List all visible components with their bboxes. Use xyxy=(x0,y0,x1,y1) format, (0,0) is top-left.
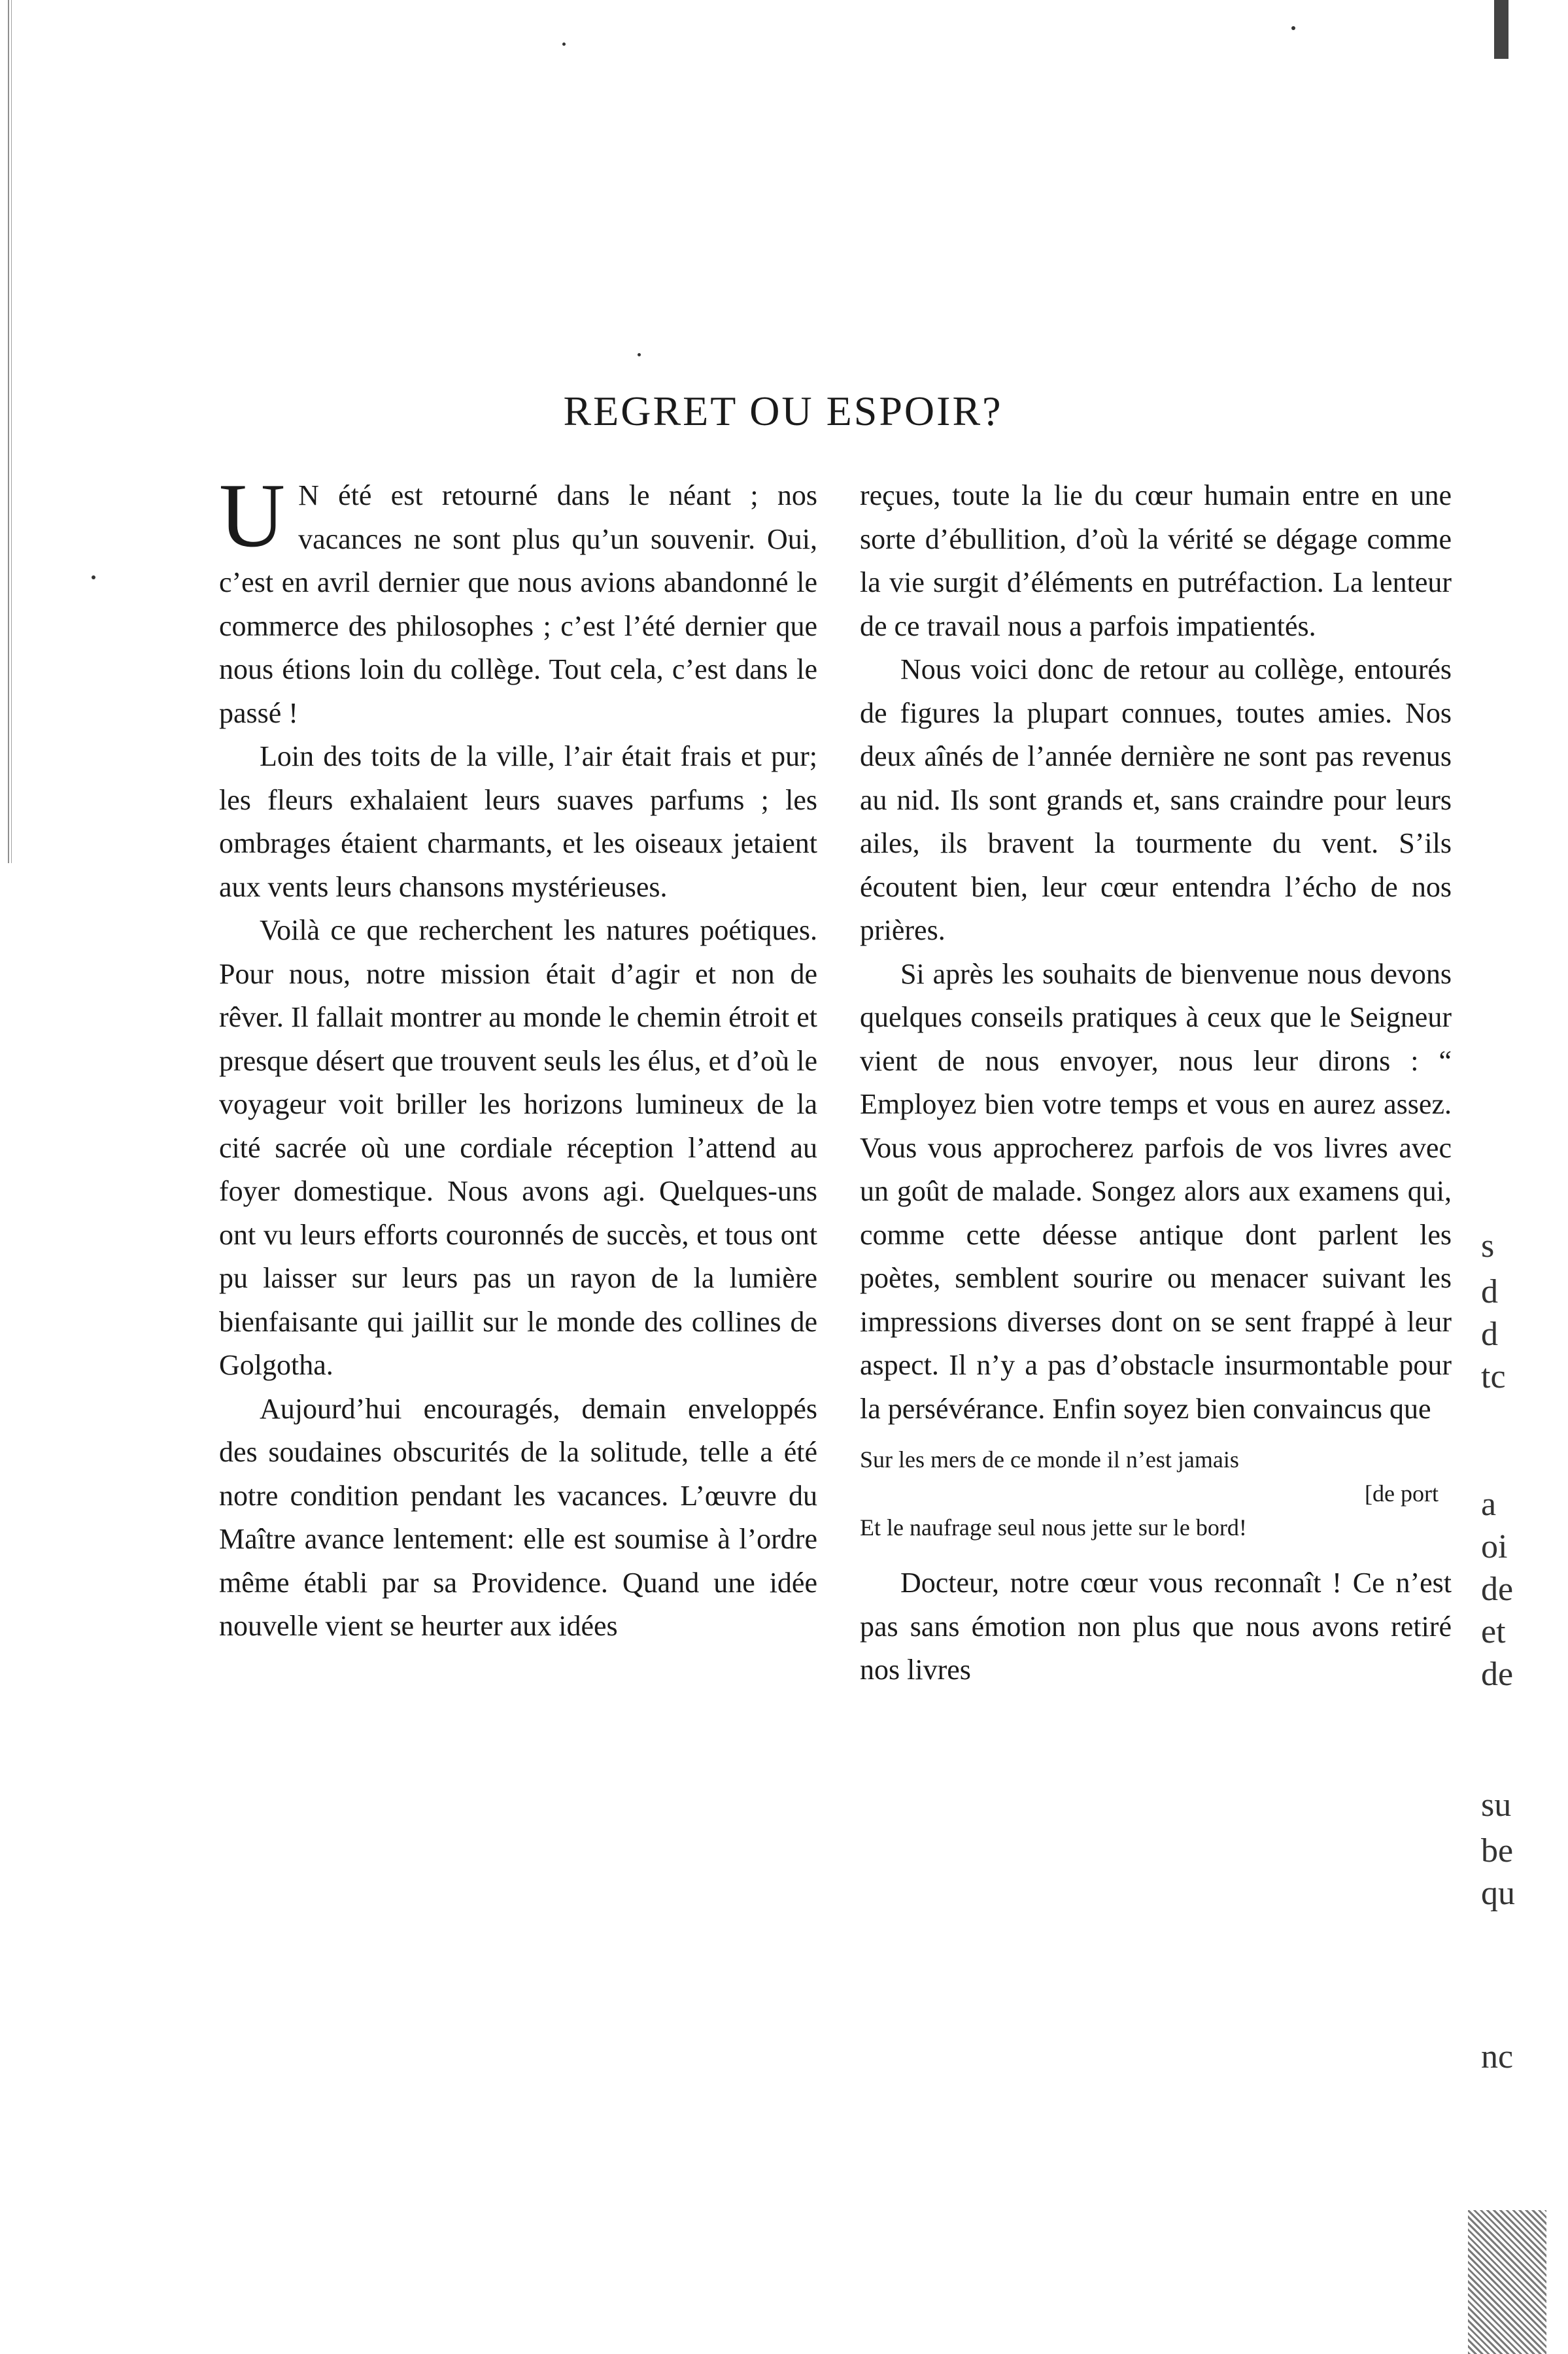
bottom-noise xyxy=(1468,2210,1546,2354)
adjacent-page-bleed xyxy=(1468,0,1568,2354)
paragraph-text: N été est retourné dans le néant ; nos vacances ne sont plus qu’un souvenir. Oui, c’est en avril dernier que nous avions abandonné le commerce des philosophes ; c’est l’été dernier que nous étions loin du collège. Tout cela, c’est dans le passé ! xyxy=(219,479,817,729)
verse-line-continuation: [de port xyxy=(1365,1480,1439,1507)
paragraph: Loin des toits de la ville, l’air était frais et pur; les fleurs exhalaient leurs suaves parfums ; les ombrages étaient charmants, et les oiseaux jetaient aux vents leurs chansons mystérieuses. xyxy=(219,740,817,903)
corner-mark xyxy=(1494,0,1508,59)
bleed-fragment: tc xyxy=(1481,1358,1506,1395)
paragraph: reçues, toute la lie du cœur humain entre en une sorte d’ébullition, d’où la vérité se dégage comme la vie surgit d’éléments en putréfaction. La lenteur de ce travail nous a parfois impatientés. xyxy=(860,479,1452,642)
verse-line: Et le naufrage seul nous jette sur le bord! xyxy=(860,1514,1247,1541)
paragraph: Voilà ce que recherchent les natures poétiques. Pour nous, notre mission était d’agir et non de rêver. Il fallait montrer au monde le chemin étroit et presque désert que trouvent seuls les élus, et d’où le voyageur voit briller les horizons lumineux de la cité sacrée où une cordiale réception l’attend au foyer domestique. Nous avons agi. Quelques-uns ont vu leurs efforts couronnés de succès, et tous ont pu laisser sur leurs pas un rayon de la lumière bienfaisante qui jaillit sur le monde des collines de Golgotha. xyxy=(219,914,817,1381)
bleed-fragment: nc xyxy=(1481,2038,1514,2075)
left-column xyxy=(219,465,817,1648)
right-column xyxy=(860,474,1452,1692)
speck xyxy=(638,353,641,356)
verse-quote xyxy=(860,1442,1452,1544)
bleed-fragment: d xyxy=(1481,1273,1498,1310)
paragraph: Aujourd’hui encouragés, demain enveloppés des soudaines obscurités de la solitude, telle a été notre condition pendant les vacances. L’œuvre du Maître avance lentement: elle est soumise à l’ordre même établi par sa Providence. Quand une idée nouvelle vient se heurter aux idées xyxy=(219,1392,817,1642)
bleed-fragment: d xyxy=(1481,1316,1498,1353)
paragraph xyxy=(219,465,817,735)
bleed-fragment: de xyxy=(1481,1656,1514,1693)
bleed-fragment: et xyxy=(1481,1613,1506,1650)
bleed-fragment: be xyxy=(1481,1832,1514,1869)
speck xyxy=(1291,26,1295,30)
bleed-fragment: de xyxy=(1481,1571,1514,1608)
paragraph: Nous voici donc de retour au collège, entourés de figures la plupart connues, toutes amies. Nos deux aînés de l’année dernière ne sont pas revenus au nid. Ils sont grands et, sans craindre pour leurs ailes, ils bravent la tourmente du vent. S’ils écoutent bien, leur cœur entendra l’écho de nos prières. xyxy=(860,653,1452,946)
drop-cap: U xyxy=(219,465,286,566)
verse-line: Sur les mers de ce monde il n’est jamais xyxy=(860,1446,1239,1473)
bleed-fragment: oi xyxy=(1481,1528,1508,1565)
article-title: REGRET OU ESPOIR? xyxy=(563,388,1003,434)
bleed-fragment: qu xyxy=(1481,1875,1515,1912)
bleed-fragment: su xyxy=(1481,1786,1512,1824)
speck xyxy=(562,43,566,46)
paragraph: Docteur, notre cœur vous reconnaît ! Ce n’est pas sans émotion non plus que nous avons retiré nos livres xyxy=(860,1567,1452,1686)
speck xyxy=(92,575,95,579)
paragraph: Si après les souhaits de bienvenue nous devons quelques conseils pratiques à ceux que le Seigneur vient de nous envoyer, nous leur dirons : “ Employez bien votre temps et vous en aurez assez. Vous vous approcherez parfois de vos livres avec un goût de malade. Songez alors aux examens qui, comme cette déesse antique dont parlent les poètes, semblent sourire ou menacer suivant les impressions diverses dont on se sent frappé à leur aspect. Il n’y a pas d’obstacle insurmontable pour la persévérance. Enfin soyez bien convaincus que xyxy=(860,957,1452,1425)
bleed-fragment: s xyxy=(1481,1227,1495,1265)
bleed-fragment: a xyxy=(1481,1486,1497,1523)
